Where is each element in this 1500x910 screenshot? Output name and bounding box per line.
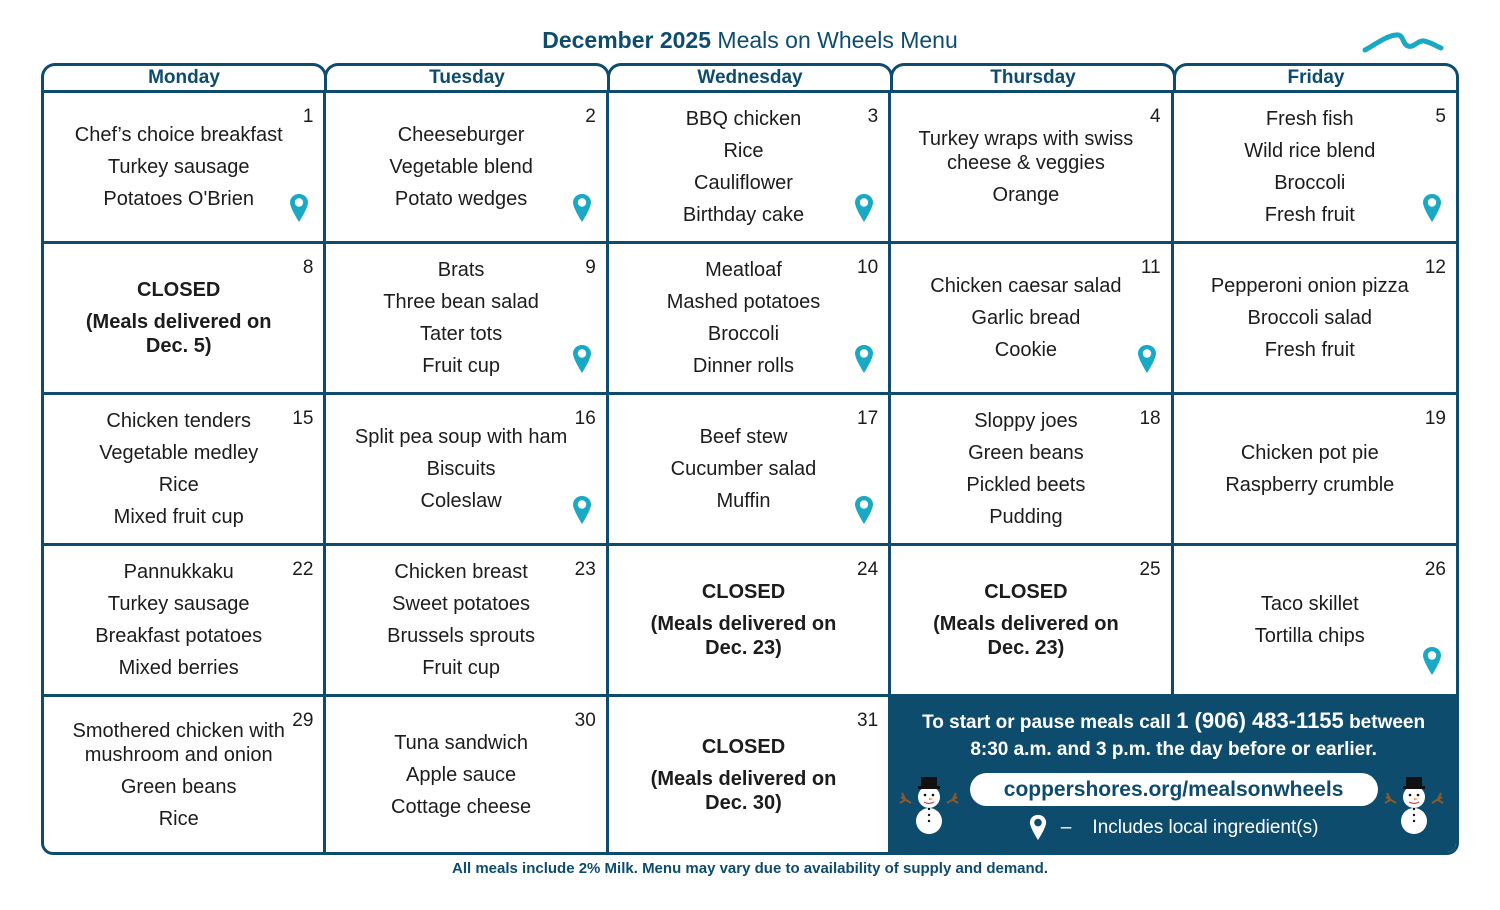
menu-item: Raspberry crumble xyxy=(1225,474,1395,496)
menu-item: Meatloaf xyxy=(705,259,782,281)
menu-item: Tortilla chips xyxy=(1254,625,1365,647)
menu-item: Green beans xyxy=(120,775,237,798)
menu-item: Tuna sandwich xyxy=(394,731,528,754)
menu-item: Tater tots xyxy=(419,323,503,345)
date-number: 18 xyxy=(1139,408,1161,429)
menu-item: Apple sauce xyxy=(406,763,517,786)
website-link[interactable]: coppershores.org/mealsonwheels xyxy=(970,773,1378,806)
call-instructions xyxy=(905,707,1442,763)
day-cell xyxy=(44,93,326,244)
local-ingredient-pin-icon xyxy=(854,193,874,223)
phone-number[interactable]: 1 (906) 483-1155 xyxy=(1176,708,1344,733)
menu-item: Muffin xyxy=(716,490,771,512)
menu-item: Three bean salad xyxy=(383,291,539,313)
menu-item: Wild rice blend xyxy=(1244,140,1376,162)
menu-item: Sloppy joes xyxy=(974,410,1078,432)
menu-item: Coleslaw xyxy=(420,490,502,512)
menu-item: Brats xyxy=(437,259,485,281)
menu-item: Garlic bread xyxy=(971,307,1081,329)
date-number: 23 xyxy=(574,559,596,580)
date-number: 5 xyxy=(1435,106,1446,127)
day-cell xyxy=(326,244,608,395)
footnote: All meals include 2% Milk. Menu may vary due to availability of supply and demand. xyxy=(452,860,1048,877)
local-ingredient-pin-icon xyxy=(289,193,309,223)
title-text: Meals on Wheels Menu xyxy=(717,27,958,53)
menu-item: Broccoli xyxy=(707,323,780,345)
date-number: 3 xyxy=(867,106,879,127)
local-ingredient-pin-icon xyxy=(572,344,592,374)
legend-text: Includes local ingredient(s) xyxy=(1092,817,1319,838)
menu-item: Fruit cup xyxy=(422,355,500,377)
menu-item: Broccoli salad xyxy=(1247,307,1373,329)
header-tuesday: Tuesday xyxy=(324,63,610,91)
menu-item: Fresh fish xyxy=(1265,108,1354,130)
day-cell xyxy=(44,546,326,697)
day-cell xyxy=(609,244,891,395)
closed-note: (Meals delivered on Dec. 5) xyxy=(85,311,272,357)
date-number: 1 xyxy=(302,106,314,127)
menu-item: Chicken tenders xyxy=(106,410,251,432)
menu-item: Mixed fruit cup xyxy=(113,506,244,528)
menu-item: Smothered chicken with mushroom and onion xyxy=(72,719,285,766)
menu-item: Potatoes O'Brien xyxy=(103,188,254,210)
call-text-between: between xyxy=(1349,712,1426,733)
menu-item: Pudding xyxy=(989,506,1063,528)
menu-item: Pepperoni onion pizza xyxy=(1210,275,1409,297)
header-wednesday: Wednesday xyxy=(607,63,893,91)
header-friday: Friday xyxy=(1173,63,1459,91)
date-number: 22 xyxy=(292,559,314,580)
menu-item: Rice xyxy=(723,140,764,162)
closed-label: CLOSED xyxy=(137,279,221,301)
date-number: 24 xyxy=(857,559,879,580)
menu-item: Turkey sausage xyxy=(107,593,250,615)
day-cell xyxy=(326,546,608,697)
legend xyxy=(905,814,1442,842)
menu-item: Biscuits xyxy=(426,458,496,480)
menu-item: Taco skillet xyxy=(1260,593,1359,615)
menu-item: Mashed potatoes xyxy=(666,291,821,313)
menu-item: Cookie xyxy=(994,339,1058,361)
day-cell xyxy=(1174,546,1456,697)
closed-note: (Meals delivered on Dec. 23) xyxy=(933,613,1119,659)
menu-item: Turkey wraps with swiss cheese & veggies xyxy=(918,128,1134,174)
date-number: 10 xyxy=(857,257,879,278)
menu-item: Chicken pot pie xyxy=(1240,442,1379,464)
call-hours: 8:30 a.m. and 3 p.m. the day before or earlier. xyxy=(970,739,1377,760)
day-cell xyxy=(44,395,326,546)
day-cell xyxy=(326,93,608,244)
local-ingredient-pin-icon xyxy=(1422,193,1442,223)
menu-item: Birthday cake xyxy=(682,204,805,226)
date-number: 15 xyxy=(292,408,314,429)
menu-item: Orange xyxy=(992,184,1060,206)
menu-item: Fresh fruit xyxy=(1264,339,1355,361)
day-cell xyxy=(609,395,891,546)
local-ingredient-pin-icon xyxy=(854,495,874,525)
date-number: 16 xyxy=(574,408,596,429)
legend-dash: – xyxy=(1060,817,1072,838)
date-number: 19 xyxy=(1424,408,1446,429)
day-cell xyxy=(1174,244,1456,395)
page-title xyxy=(0,27,1500,54)
day-cell xyxy=(609,697,891,852)
date-number: 17 xyxy=(857,408,879,429)
local-ingredient-pin-icon xyxy=(1422,646,1442,676)
closed-note: (Meals delivered on Dec. 30) xyxy=(650,767,837,814)
day-cell xyxy=(44,697,326,852)
date-number: 11 xyxy=(1140,257,1161,278)
menu-item: Sweet potatoes xyxy=(392,593,531,615)
local-ingredient-pin-icon xyxy=(572,193,592,223)
legend-pin-icon xyxy=(1029,814,1047,841)
date-number: 2 xyxy=(585,106,596,127)
menu-item: Breakfast potatoes xyxy=(95,625,263,647)
day-cell xyxy=(609,546,891,697)
header-thursday: Thursday xyxy=(890,63,1176,91)
menu-item: Chicken caesar salad xyxy=(930,275,1122,297)
day-cell xyxy=(326,395,608,546)
day-cell xyxy=(1174,395,1456,546)
date-number: 8 xyxy=(302,257,314,278)
date-number: 12 xyxy=(1424,257,1446,278)
menu-item: Beef stew xyxy=(699,426,788,448)
day-cell xyxy=(891,93,1173,244)
menu-item: Split pea soup with ham xyxy=(354,426,568,448)
call-text: To start or pause meals call xyxy=(922,712,1171,733)
date-number: 9 xyxy=(585,257,596,278)
menu-item: Fruit cup xyxy=(422,657,500,679)
menu-item: Rice xyxy=(158,474,199,496)
day-cell xyxy=(891,244,1173,395)
local-ingredient-pin-icon xyxy=(1137,344,1157,374)
menu-item: Pannukkaku xyxy=(123,561,234,583)
day-cell xyxy=(891,546,1173,697)
title-month: December 2025 xyxy=(542,27,712,53)
menu-item: Cheeseburger xyxy=(397,124,525,146)
menu-item: Cauliflower xyxy=(694,172,793,194)
header-monday: Monday xyxy=(41,63,327,91)
menu-item: Brussels sprouts xyxy=(387,625,536,647)
menu-item: Broccoli xyxy=(1274,172,1346,194)
menu-item: Turkey sausage xyxy=(107,156,250,178)
info-box xyxy=(891,697,1456,852)
menu-item: Pickled beets xyxy=(966,474,1086,496)
menu-item: Cottage cheese xyxy=(391,795,532,818)
date-number: 31 xyxy=(857,710,879,731)
menu-item: Potato wedges xyxy=(394,188,528,210)
menu-item: Rice xyxy=(158,807,199,830)
local-ingredient-pin-icon xyxy=(854,344,874,374)
menu-calendar-grid xyxy=(41,90,1459,855)
snowman-icon xyxy=(1384,773,1444,835)
menu-item: BBQ chicken xyxy=(685,108,802,130)
menu-item: Dinner rolls xyxy=(692,355,795,377)
day-cell xyxy=(326,697,608,852)
menu-item: Cucumber salad xyxy=(670,458,817,480)
closed-label: CLOSED xyxy=(984,581,1068,603)
day-cell xyxy=(44,244,326,395)
date-number: 26 xyxy=(1424,559,1446,580)
menu-item: Chicken breast xyxy=(394,561,528,583)
day-cell xyxy=(1174,93,1456,244)
date-number: 30 xyxy=(574,710,596,731)
menu-item: Mixed berries xyxy=(118,657,239,679)
menu-item: Vegetable medley xyxy=(99,442,259,464)
menu-item: Vegetable blend xyxy=(389,156,533,178)
local-ingredient-pin-icon xyxy=(572,495,592,525)
menu-item: Green beans xyxy=(968,442,1084,464)
wave-icon xyxy=(1362,30,1444,56)
date-number: 4 xyxy=(1150,106,1161,127)
closed-label: CLOSED xyxy=(701,735,786,758)
snowman-icon xyxy=(899,773,959,835)
date-number: 29 xyxy=(292,710,314,731)
menu-item: Fresh fruit xyxy=(1264,204,1355,226)
closed-label: CLOSED xyxy=(701,581,786,603)
menu-item: Chef’s choice breakfast xyxy=(74,124,283,146)
day-cell xyxy=(609,93,891,244)
closed-note: (Meals delivered on Dec. 23) xyxy=(650,613,837,659)
weekday-header-row xyxy=(41,63,1459,91)
day-cell xyxy=(891,395,1173,546)
date-number: 25 xyxy=(1139,559,1161,580)
